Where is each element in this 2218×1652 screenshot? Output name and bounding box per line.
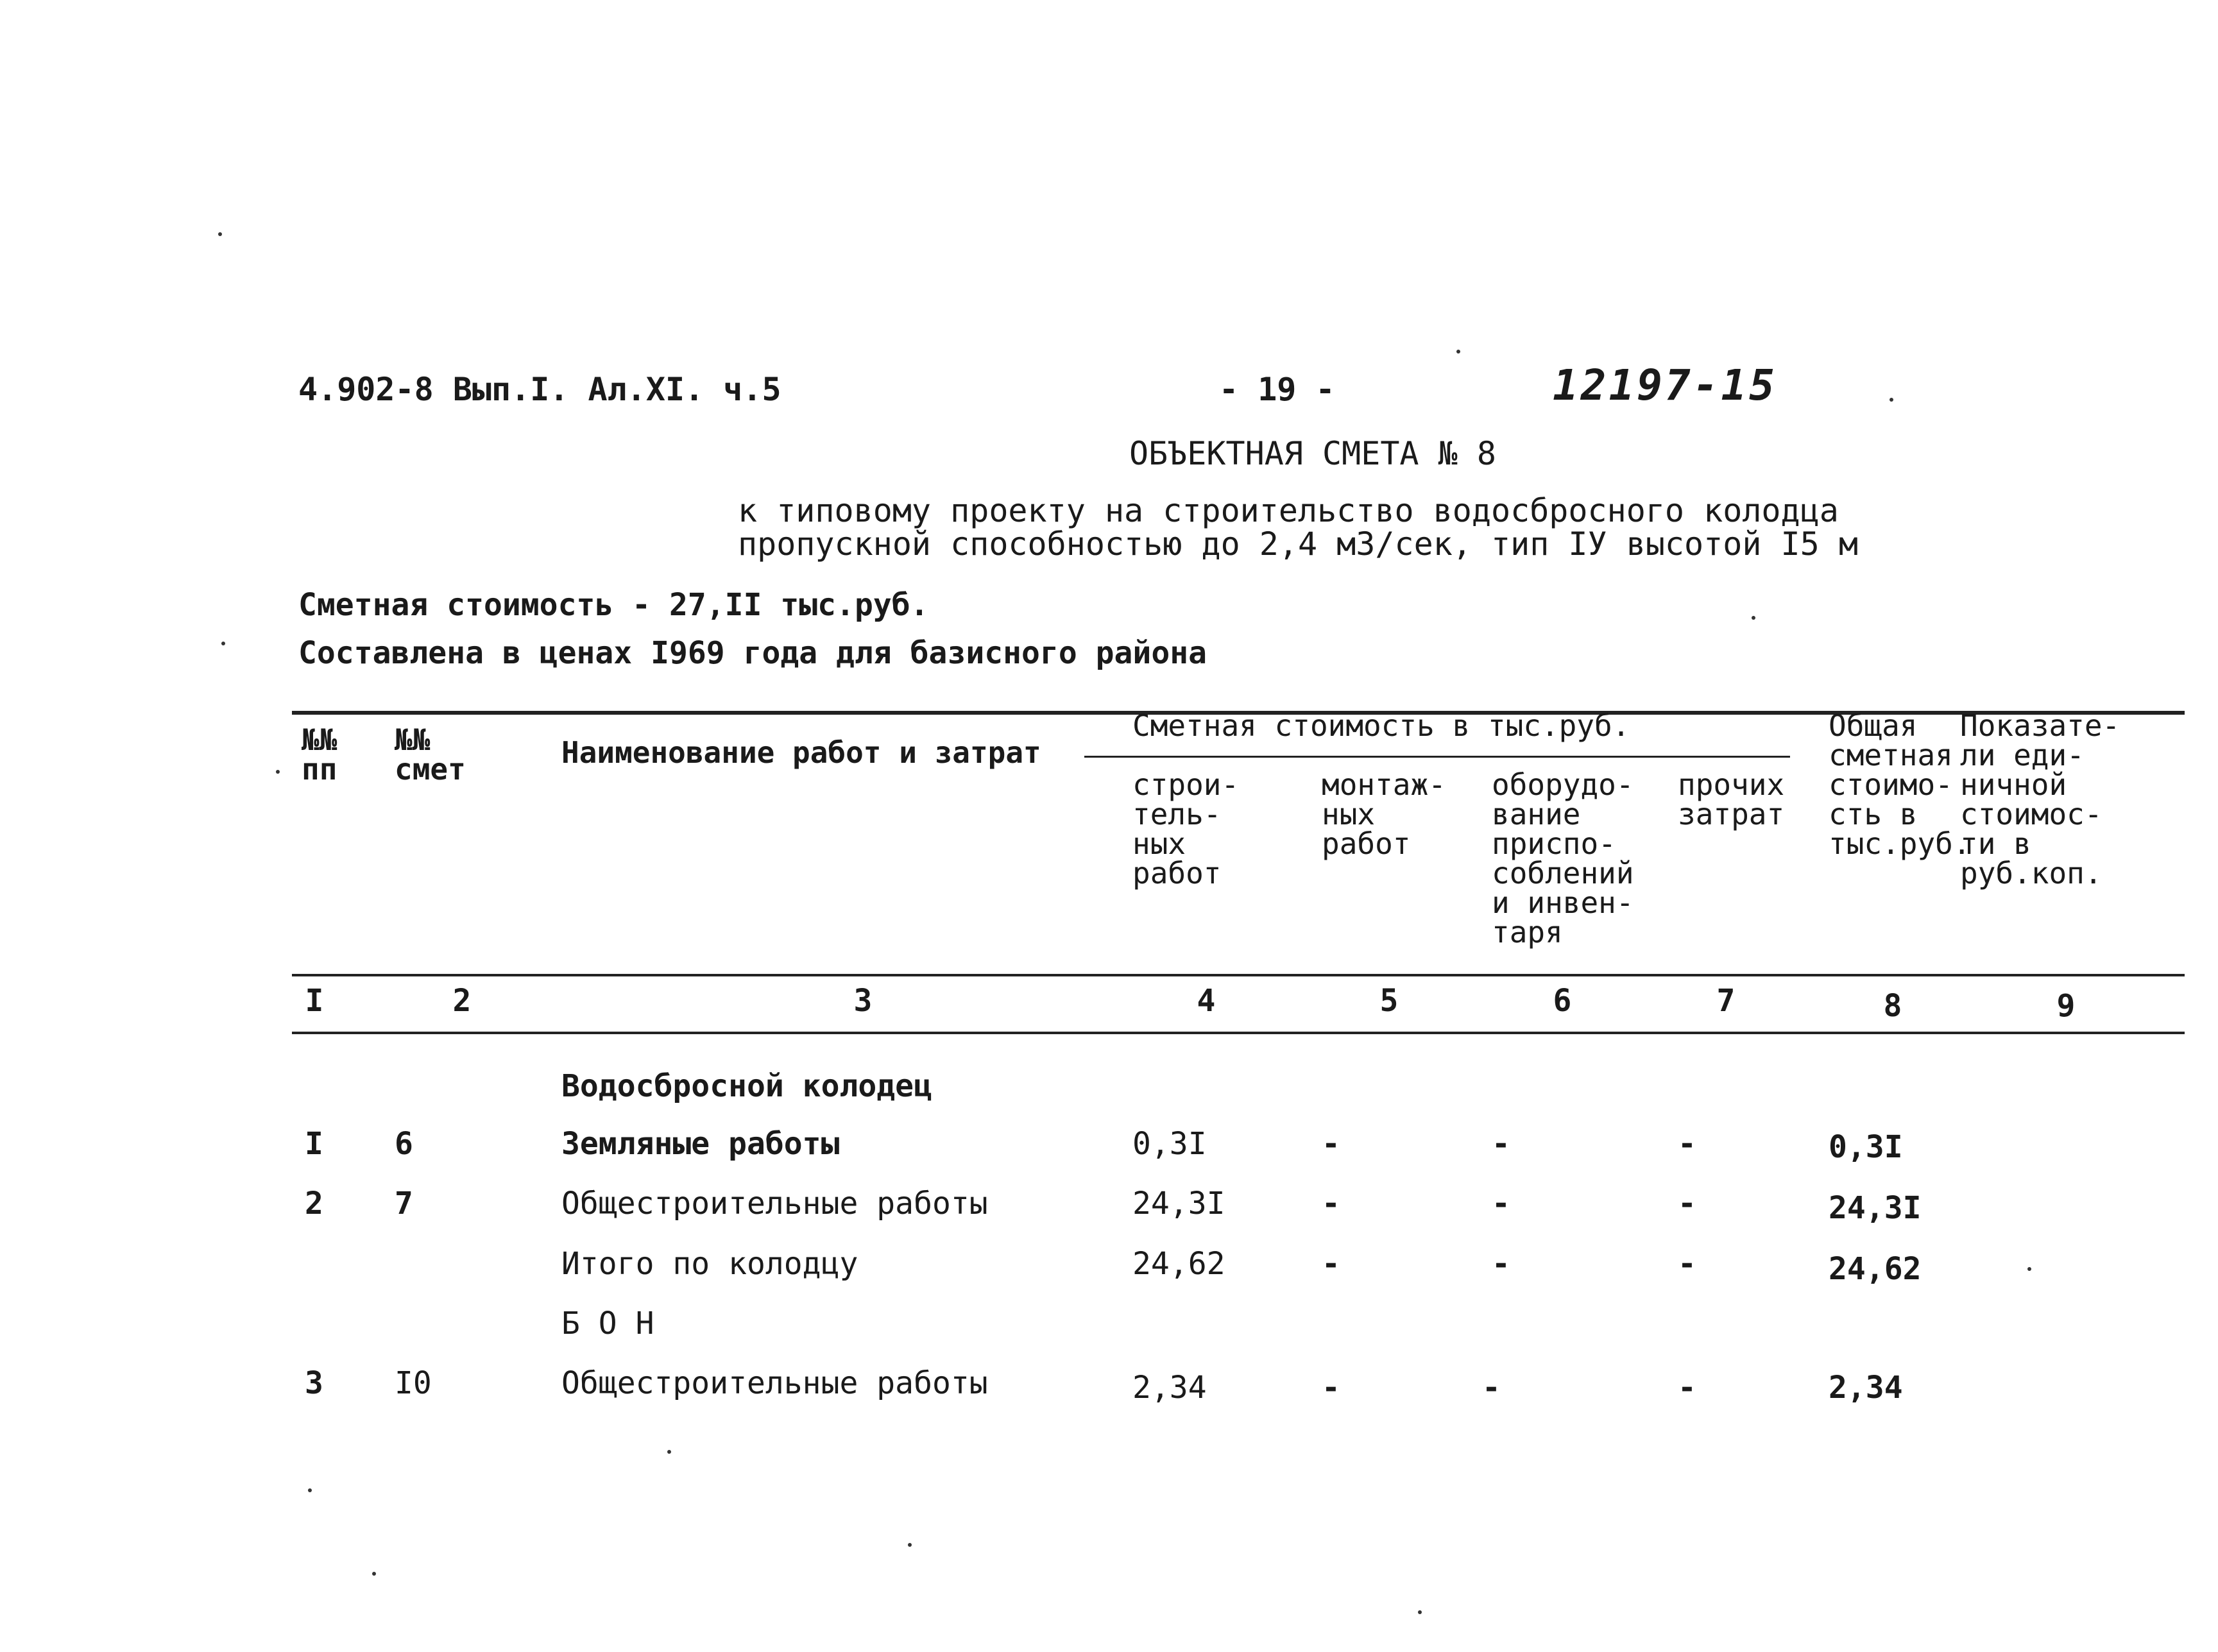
row-construction: 24,62 xyxy=(1132,1246,1225,1282)
row-pp: 3 xyxy=(305,1365,323,1401)
header-indicators: Показате- ли еди- ничной стоимос- ти в руб.коп. xyxy=(1960,708,2120,890)
colnum-8: 8 xyxy=(1883,988,1902,1024)
table-row-section-heading: Водосбросной колодец xyxy=(561,1068,932,1104)
row-pp: I xyxy=(305,1126,323,1162)
row-construction: 24,3I xyxy=(1132,1186,1225,1222)
group-header-rule xyxy=(1084,756,1790,758)
header-equipment: оборудо- вание приспо- соблений и инвен- таря xyxy=(1492,767,1634,949)
row-smet: I0 xyxy=(395,1365,432,1401)
header-bottom-rule xyxy=(292,974,2185,976)
estimated-cost: Сметная стоимость - 27,II тыс.руб. xyxy=(298,587,929,623)
header-pp: №№ пп xyxy=(302,722,337,787)
colnum-9: 9 xyxy=(2056,988,2076,1024)
row-total: 24,62 xyxy=(1829,1251,1922,1287)
table-row-section-heading: Б О Н xyxy=(561,1306,654,1341)
column-numbers-rule xyxy=(292,1032,2185,1034)
row-name: Итого по колодцу xyxy=(561,1246,858,1282)
row-installation: - xyxy=(1322,1186,1340,1222)
document-code: 4.902-8 Вып.I. Ал.XI. ч.5 xyxy=(298,371,781,408)
colnum-5: 5 xyxy=(1379,983,1399,1019)
colnum-1: I xyxy=(305,983,324,1019)
subtitle-line-1: к типовому проекту на строительство водосбросного колодца xyxy=(738,492,1839,529)
header-smet: №№ смет xyxy=(395,722,466,787)
row-installation: - xyxy=(1322,1246,1340,1282)
row-equipment: - xyxy=(1492,1186,1510,1222)
subtitle-line-2: пропускной способностью до 2,4 м3/сек, тип IУ высотой I5 м xyxy=(738,525,1858,563)
row-total: 0,3I xyxy=(1829,1129,1903,1165)
row-other: - xyxy=(1678,1370,1696,1406)
row-construction: 2,34 xyxy=(1132,1370,1207,1406)
document-title: ОБЪЕКТНАЯ СМЕТА № 8 xyxy=(1129,435,1496,472)
row-equipment: - xyxy=(1492,1246,1510,1282)
row-other: - xyxy=(1678,1186,1696,1222)
colnum-7: 7 xyxy=(1716,983,1736,1019)
row-pp: 2 xyxy=(305,1186,323,1222)
row-construction: 0,3I xyxy=(1132,1126,1207,1162)
row-equipment: - xyxy=(1492,1126,1510,1162)
row-installation: - xyxy=(1322,1126,1340,1162)
header-total: Общая сметная стоимо- сть в тыс.руб. xyxy=(1829,708,1971,861)
row-name: Общестроительные работы xyxy=(561,1186,988,1222)
header-other: прочих затрат xyxy=(1678,767,1785,831)
row-smet: 6 xyxy=(395,1126,413,1162)
page-number: - 19 - xyxy=(1219,371,1335,408)
row-other: - xyxy=(1678,1246,1696,1282)
colnum-6: 6 xyxy=(1553,983,1572,1019)
row-equipment: - xyxy=(1482,1370,1501,1406)
row-name: Общестроительные работы xyxy=(561,1365,988,1401)
header-name: Наименование работ и затрат xyxy=(561,735,1041,770)
handwritten-number: 12197-15 xyxy=(1553,361,1777,410)
colnum-4: 4 xyxy=(1197,983,1216,1019)
colnum-3: 3 xyxy=(853,983,873,1019)
row-other: - xyxy=(1678,1126,1696,1162)
header-construction: строи- тель- ных работ xyxy=(1132,767,1240,890)
header-group-cost: Сметная стоимость в тыс.руб. xyxy=(1132,708,1630,743)
colnum-2: 2 xyxy=(452,983,472,1019)
prices-basis: Составлена в ценах I969 года для базисного района xyxy=(298,635,1207,671)
row-total: 2,34 xyxy=(1829,1370,1903,1406)
row-installation: - xyxy=(1322,1370,1340,1406)
row-name: Земляные работы xyxy=(561,1126,840,1162)
row-total: 24,3I xyxy=(1829,1190,1922,1226)
header-installation: монтаж- ных работ xyxy=(1322,767,1446,861)
row-smet: 7 xyxy=(395,1186,413,1222)
